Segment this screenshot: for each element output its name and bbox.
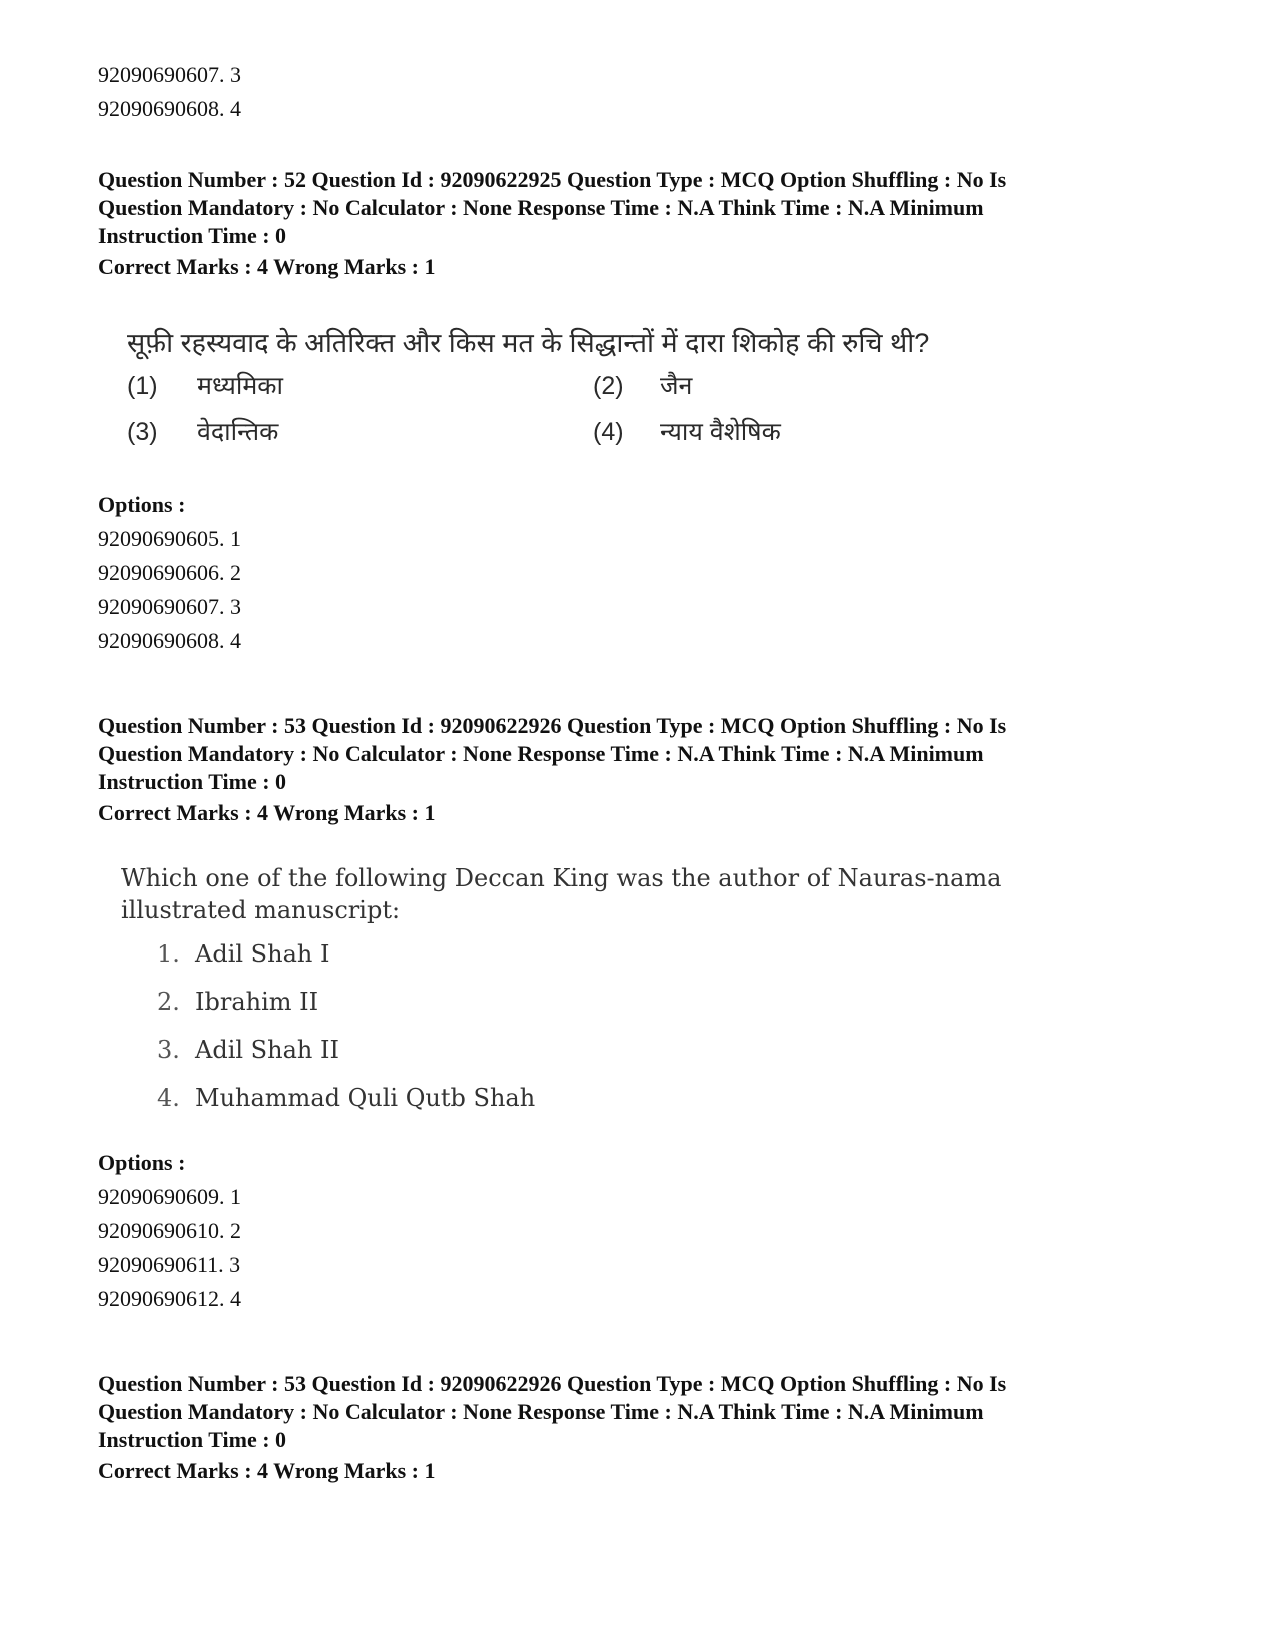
choice-text: मध्यमिका [197, 372, 283, 400]
choice-text: जैन [660, 372, 693, 400]
options-label: Options : [98, 1150, 186, 1175]
choice-number: 2. [157, 988, 180, 1016]
option-line: 92090690611. 3 [98, 1252, 241, 1277]
option-line: 92090690608. 4 [98, 628, 241, 653]
marks-line: Correct Marks : 4 Wrong Marks : 1 [98, 254, 436, 279]
choice-text: Muhammad Quli Qutb Shah [195, 1084, 536, 1112]
options-label: Options : [98, 492, 186, 517]
choice-item [157, 1084, 535, 1112]
header-line: Question Mandatory : No Calculator : None Response Time : N.A Think Time : N.A Minimum [98, 195, 984, 220]
choice-text: वेदान्तिक [197, 418, 279, 446]
option-line: 92090690609. 1 [98, 1184, 241, 1209]
choice-text: Adil Shah I [195, 940, 330, 968]
choice-number: (3) [127, 418, 158, 446]
choice-number: (4) [593, 418, 624, 446]
header-line: Question Number : 53 Question Id : 92090622926 Question Type : MCQ Option Shuffling : No Is [98, 713, 1007, 738]
option-line: 92090690608. 4 [98, 96, 241, 121]
choice-text: न्याय वैशेषिक [660, 418, 781, 446]
marks-line: Correct Marks : 4 Wrong Marks : 1 [98, 1458, 436, 1483]
question-text: सूफ़ी रहस्यवाद के अतिरिक्त और किस मत के सिद्धान्तों में दारा शिकोह की रुचि थी? [127, 328, 930, 358]
choice-number: 1. [157, 940, 180, 968]
question-text [121, 862, 1001, 926]
choice-item [157, 988, 318, 1016]
option-line: 92090690610. 2 [98, 1218, 241, 1243]
choice-number: (1) [127, 372, 158, 400]
choice-text: Adil Shah II [195, 1036, 339, 1064]
choice-number: 3. [157, 1036, 180, 1064]
header-line: Instruction Time : 0 [98, 223, 287, 248]
choice-item [157, 940, 329, 968]
marks-line: Correct Marks : 4 Wrong Marks : 1 [98, 800, 436, 825]
option-line: 92090690607. 3 [98, 62, 241, 87]
choice-text: Ibrahim II [195, 988, 319, 1016]
question-header [98, 712, 1178, 796]
question-header [98, 166, 1178, 250]
header-line: Instruction Time : 0 [98, 1427, 287, 1452]
option-line: 92090690605. 1 [98, 526, 241, 551]
choice-number: 4. [157, 1084, 180, 1112]
choice-number: (2) [593, 372, 624, 400]
option-line: 92090690607. 3 [98, 594, 241, 619]
header-line: Question Mandatory : No Calculator : None Response Time : N.A Think Time : N.A Minimum [98, 1399, 984, 1424]
header-line: Question Number : 52 Question Id : 92090622925 Question Type : MCQ Option Shuffling : No Is [98, 167, 1007, 192]
question-header [98, 1370, 1178, 1454]
option-line: 92090690612. 4 [98, 1286, 241, 1311]
question-text-line: Which one of the following Deccan King was the author of Nauras-nama [121, 864, 1002, 892]
header-line: Question Mandatory : No Calculator : None Response Time : N.A Think Time : N.A Minimum [98, 741, 984, 766]
option-line: 92090690606. 2 [98, 560, 241, 585]
header-line: Question Number : 53 Question Id : 92090622926 Question Type : MCQ Option Shuffling : No Is [98, 1371, 1007, 1396]
header-line: Instruction Time : 0 [98, 769, 287, 794]
question-text-line: illustrated manuscript: [121, 896, 401, 924]
choice-item [157, 1036, 339, 1064]
